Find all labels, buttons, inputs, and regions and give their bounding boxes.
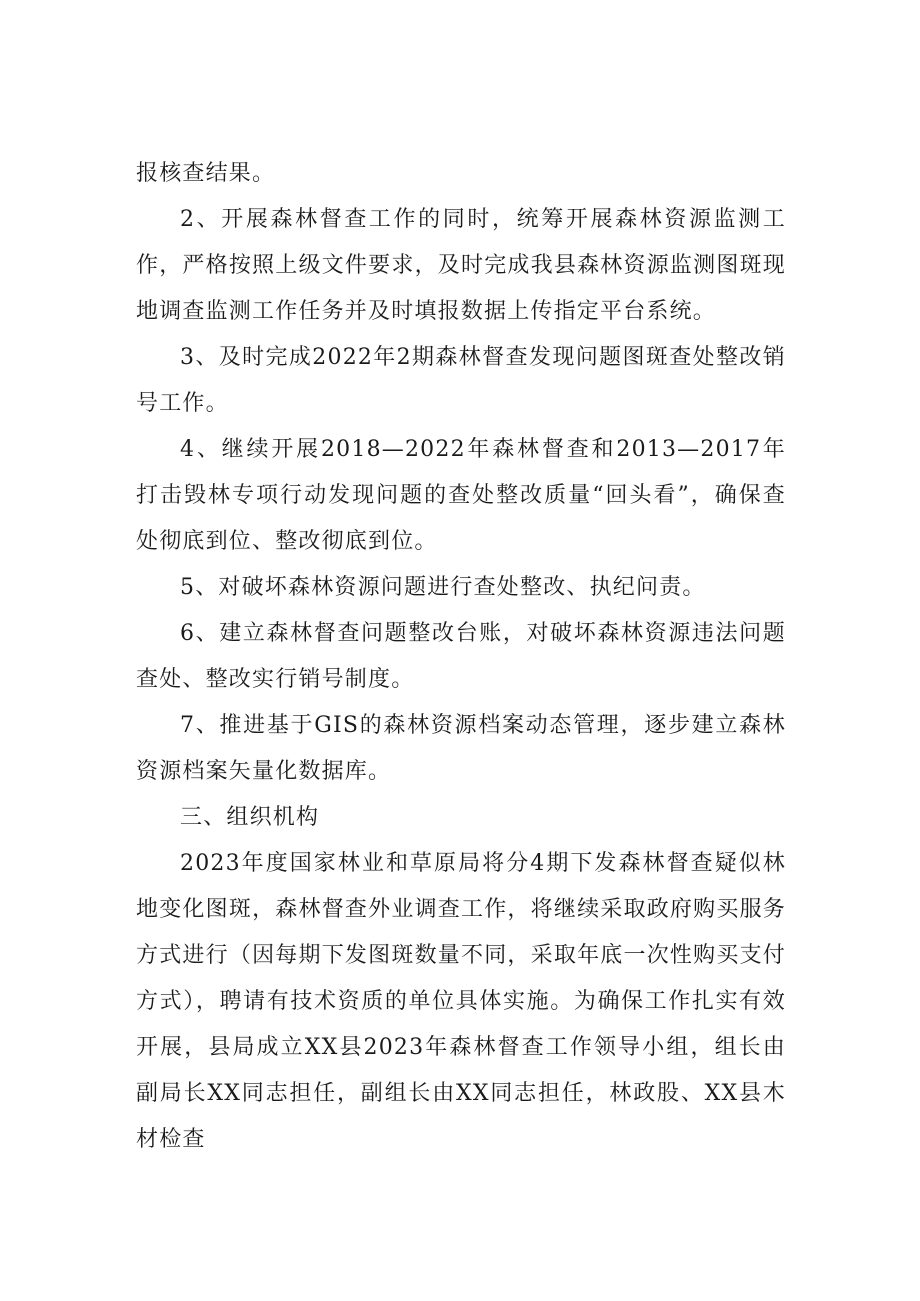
paragraph-item-4: 4、继续开展2018—2022年森林督查和2013—2017年打击毁林专项行动发现问题的查处整改质量“回头看”，确保查处彻底到位、整改彻底到位。 (136, 437, 786, 554)
paragraph-report-results: 报核查结果。 (136, 161, 276, 186)
paragraph-item-6: 6、建立森林督查问题整改台账，对破坏森林资源违法问题查处、整改实行销号制度。 (136, 621, 786, 692)
paragraph-item-2: 2、开展森林督查工作的同时，统筹开展森林资源监测工作，严格按照上级文件要求，及时完成我县森林资源监测图斑现地调查监测工作任务并及时填报数据上传指定平台系统。 (136, 207, 786, 324)
paragraph-organization-body: 2023年度国家林业和草原局将分4期下发森林督查疑似林地变化图斑，森林督查外业调查工作，将继续采取政府购买服务方式进行（因每期下发图斑数量不同，采取年底一次性购买支付方式），聘请有技术资质的单位具体实施。为确保工作扎实有效开展，县局成立XX县2023年森林督查工作领导小组，组长由副局长XX同志担任，副组长由XX同志担任，林政股、XX县木材检查 (136, 851, 786, 1152)
paragraph-item-3: 3、及时完成2022年2期森林督查发现问题图斑查处整改销号工作。 (136, 345, 786, 416)
paragraph-item-7: 7、推进基于GIS的森林资源档案动态管理，逐步建立森林资源档案矢量化数据库。 (136, 713, 786, 784)
section-heading-organization: 三、组织机构 (180, 805, 320, 830)
paragraph-item-5: 5、对破坏森林资源问题进行查处整改、执纪问责。 (180, 575, 706, 600)
document-body (136, 151, 786, 1163)
